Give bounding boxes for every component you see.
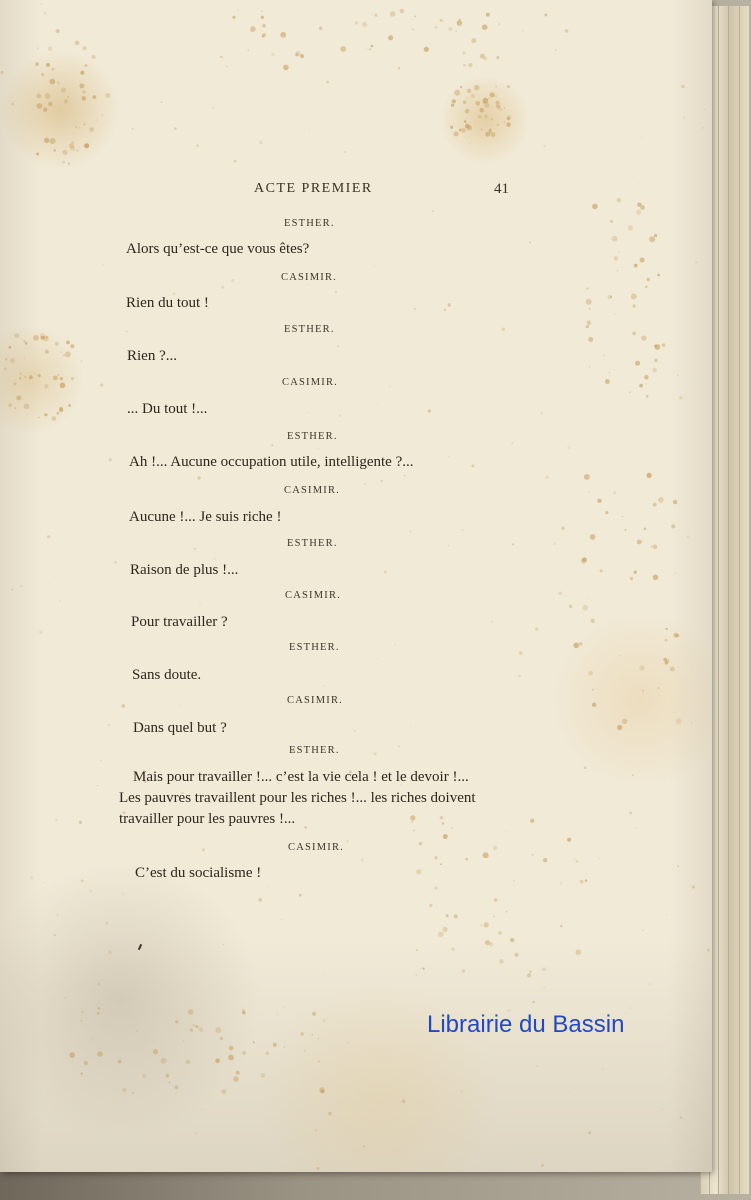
speaker-name: ESTHER.: [289, 642, 340, 653]
speaker-name: ESTHER.: [287, 538, 338, 549]
dialogue-line: Sans doute.: [132, 667, 202, 683]
speaker-name: CASIMIR.: [281, 272, 337, 283]
speaker-name: ESTHER.: [289, 745, 340, 756]
dialogue-line: travailler pour les pauvres !...: [119, 811, 296, 827]
dialogue-line: ... Du tout !...: [127, 401, 208, 417]
dialogue-line: Alors qu’est-ce que vous êtes?: [126, 241, 310, 257]
speaker-name: ESTHER.: [287, 431, 338, 442]
page-number: 41: [494, 181, 509, 197]
speaker-name: ESTHER.: [284, 218, 335, 229]
dialogue-line: Raison de plus !...: [130, 562, 239, 578]
dialogue-line: Dans quel but ?: [133, 720, 227, 736]
watermark-text: Librairie du Bassin: [427, 1011, 625, 1038]
dialogue-line: Rien du tout !: [126, 295, 209, 311]
dialogue-line: Ah !... Aucune occupation utile, intelligente ?...: [129, 454, 414, 470]
dialogue-line: Les pauvres travaillent pour les riches !... les riches doivent: [119, 790, 476, 806]
speaker-name: ESTHER.: [284, 324, 335, 335]
speaker-name: CASIMIR.: [282, 377, 338, 388]
running-header: ACTE PREMIER: [254, 181, 373, 196]
dialogue-line: Mais pour travailler !... c’est la vie cela ! et le devoir !...: [133, 769, 469, 785]
dialogue-line: Pour travailler ?: [131, 614, 228, 630]
dialogue-line: Aucune !... Je suis riche !: [129, 509, 282, 525]
dialogue-line: Rien ?...: [127, 348, 177, 364]
speaker-name: CASIMIR.: [284, 485, 340, 496]
dialogue-line: C’est du socialisme !: [135, 865, 262, 881]
speaker-name: CASIMIR.: [287, 695, 343, 706]
speaker-name: CASIMIR.: [285, 590, 341, 601]
speaker-name: CASIMIR.: [288, 842, 344, 853]
